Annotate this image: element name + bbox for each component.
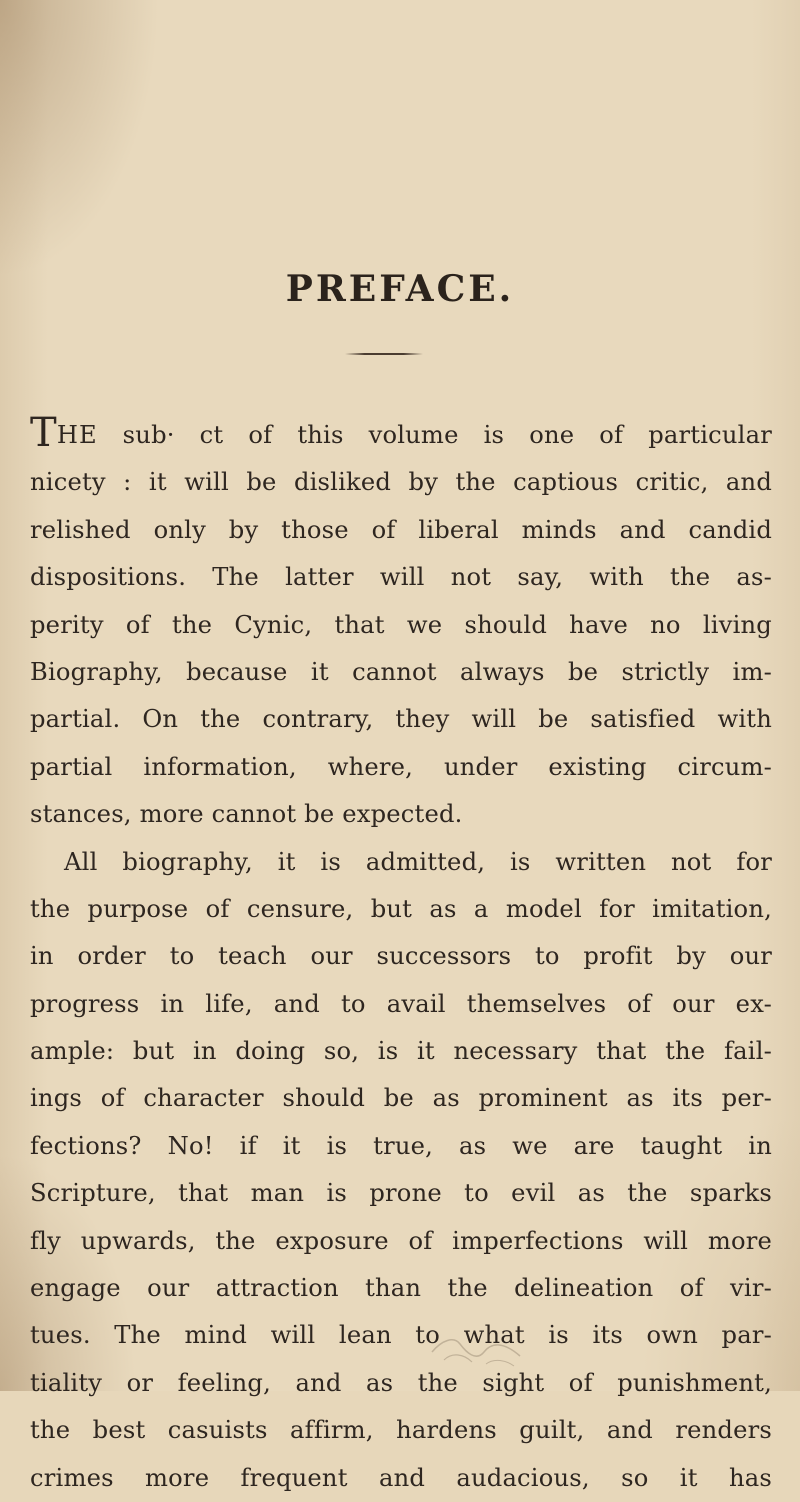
paragraph-2-line: ings of character should be as prominent as its per- xyxy=(30,1084,772,1113)
line-text: sub· ct of this volume is one of particular xyxy=(97,421,772,449)
paragraph-1-line: stances, more cannot be expected. xyxy=(30,800,463,829)
paragraph-2-line: fections? No! if it is true, as we are taught in xyxy=(30,1131,772,1160)
paragraph-1-line: relished only by those of liberal minds and candid xyxy=(30,515,772,544)
paragraph-1-line: Biography, because it cannot always be strictly im- xyxy=(30,657,772,686)
paragraph-2-line: tiality or feeling, and as the sight of punishment, xyxy=(30,1368,772,1397)
page-title: PREFACE. xyxy=(285,268,515,310)
preface-body xyxy=(30,412,772,1502)
paragraph-2-line: tues. The mind will lean to what is its own par- xyxy=(30,1321,772,1350)
lead-word-rest: HE xyxy=(56,421,98,449)
paragraph-2-line: Scripture, that man is prone to evil as the sparks xyxy=(30,1179,772,1208)
title-divider xyxy=(345,353,423,355)
paragraph-1-line-1 xyxy=(30,412,772,459)
paragraph-2-line: ample: but in doing so, is it necessary that the fail- xyxy=(30,1037,772,1066)
paragraph-2-line: engage our attraction than the delineation of vir- xyxy=(30,1274,772,1303)
paragraph-2-line: progress in life, and to avail themselves of our ex- xyxy=(30,989,772,1018)
paragraph-2-line: in order to teach our successors to profit by our xyxy=(30,942,772,971)
paragraph-1-line: perity of the Cynic, that we should have no living xyxy=(30,610,772,639)
paragraph-1-line: nicety : it will be disliked by the captious critic, and xyxy=(30,468,772,497)
paragraph-1-line: dispositions. The latter will not say, with the as- xyxy=(30,563,772,592)
paragraph-2-line: All biography, it is admitted, is written not for xyxy=(64,847,772,876)
paragraph-2-line: crimes more frequent and audacious, so it has xyxy=(30,1463,772,1492)
paragraph-2-line: the best casuists affirm, hardens guilt, and renders xyxy=(30,1416,772,1445)
paragraph-1-line: partial information, where, under existing circum- xyxy=(30,752,772,781)
ink-smudge xyxy=(424,1322,534,1372)
drop-cap: T xyxy=(30,410,57,456)
paragraph-2-line: the purpose of censure, but as a model for imitation, xyxy=(30,894,772,923)
paragraph-1-line: partial. On the contrary, they will be satisfied with xyxy=(30,705,772,734)
paragraph-2-line: fly upwards, the exposure of imperfections will more xyxy=(30,1226,772,1255)
